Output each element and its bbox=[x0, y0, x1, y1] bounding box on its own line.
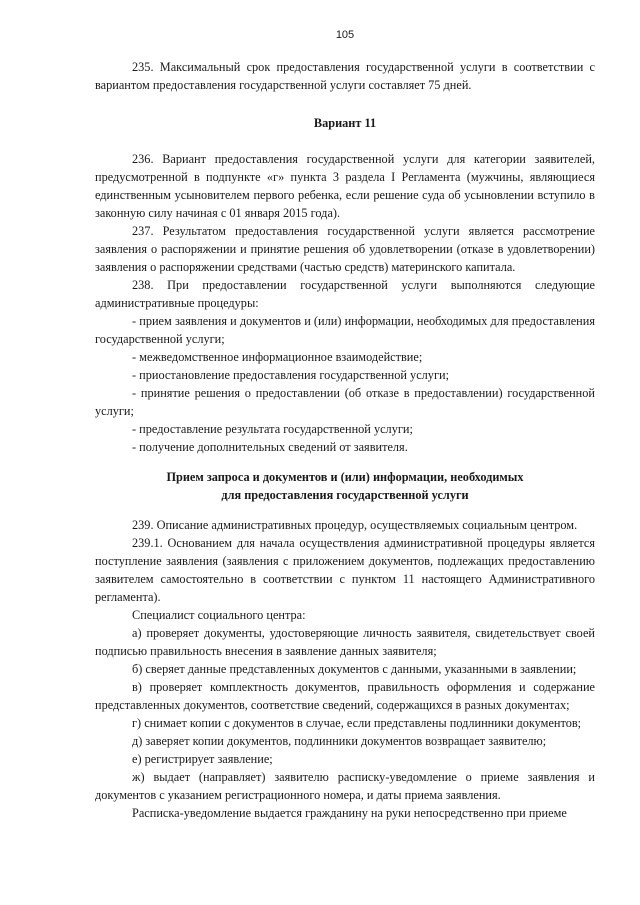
list-item: д) заверяет копии документов, подлинники документов возвращает заявителю; bbox=[132, 734, 547, 748]
paragraph-receipt: Расписка-уведомление выдается гражданину на руки непосредственно при приеме bbox=[132, 806, 567, 820]
paragraph-235: 235. Максимальный срок предоставления государственной услуги в соответствии с вариантом предоставления государственной услуги составляет 75 дней. bbox=[95, 60, 595, 92]
paragraph-239: 239. Описание административных процедур, осуществляемых социальным центром. bbox=[132, 518, 578, 532]
list-item: ж) выдает (направляет) заявителю расписку-уведомление о приеме заявления и документов с указанием регистрационного номера, и даты приема заявления. bbox=[95, 770, 595, 802]
list-item: - получение дополнительных сведений от заявителя. bbox=[132, 440, 408, 454]
paragraph-239-1: 239.1. Основанием для начала осуществления административной процедуры является поступление заявления (заявления с приложением документов, подлежащих предоставлению заявителем самостоятельно в соответствии с пунктом 11 настоящего Административного регламента). bbox=[95, 536, 595, 604]
section-title-line-2: для предоставления государственной услуги bbox=[221, 488, 469, 502]
paragraph-237: 237. Результатом предоставления государственной услуги является рассмотрение заявления о распоряжении и принятие решения об удовлетворении (отказе в удовлетворении) заявления о распоряжении средствами (частью средств) материнского капитала. bbox=[95, 224, 595, 274]
list-item: - прием заявления и документов и (или) информации, необходимых для предоставления государственной услуги; bbox=[95, 314, 595, 346]
list-item: а) проверяет документы, удостоверяющие личность заявителя, свидетельствует своей подписью правильность внесения в заявление данных заявителя; bbox=[95, 626, 595, 658]
list-item: г) снимает копии с документов в случае, если представлены подлинники документов; bbox=[132, 716, 582, 730]
list-item: е) регистрирует заявление; bbox=[132, 752, 273, 766]
list-item: в) проверяет комплектность документов, правильность оформления и содержание представленных документов, соответствие сведений, содержащихся в разных документах; bbox=[95, 680, 595, 712]
paragraph-238: 238. При предоставлении государственной услуги выполняются следующие административные процедуры: bbox=[95, 278, 595, 310]
paragraph-236: 236. Вариант предоставления государственной услуги для категории заявителей, предусмотренной в подпункте «г» пункта 3 раздела I Регламента (мужчины, являющиеся единственным усыновителем первого ребенка, если решение суда об усыновлении вступило в законную силу начиная с 01 января 2015 года). bbox=[95, 152, 595, 220]
document-page bbox=[95, 26, 595, 822]
list-item: - приостановление предоставления государственной услуги; bbox=[132, 368, 449, 382]
variant-title: Вариант 11 bbox=[313, 116, 377, 130]
section-title-line-1: Прием запроса и документов и (или) информации, необходимых bbox=[166, 470, 524, 484]
list-item: - предоставление результата государственной услуги; bbox=[132, 422, 413, 436]
page-number: 105 bbox=[335, 29, 355, 41]
specialist-intro: Специалист социального центра: bbox=[132, 608, 306, 622]
list-item: - принятие решения о предоставлении (об отказе в предоставлении) государственной услуги; bbox=[95, 386, 595, 418]
list-item: - межведомственное информационное взаимодействие; bbox=[132, 350, 423, 364]
list-item: б) сверяет данные представленных документов с данными, указанными в заявлении; bbox=[132, 662, 577, 676]
